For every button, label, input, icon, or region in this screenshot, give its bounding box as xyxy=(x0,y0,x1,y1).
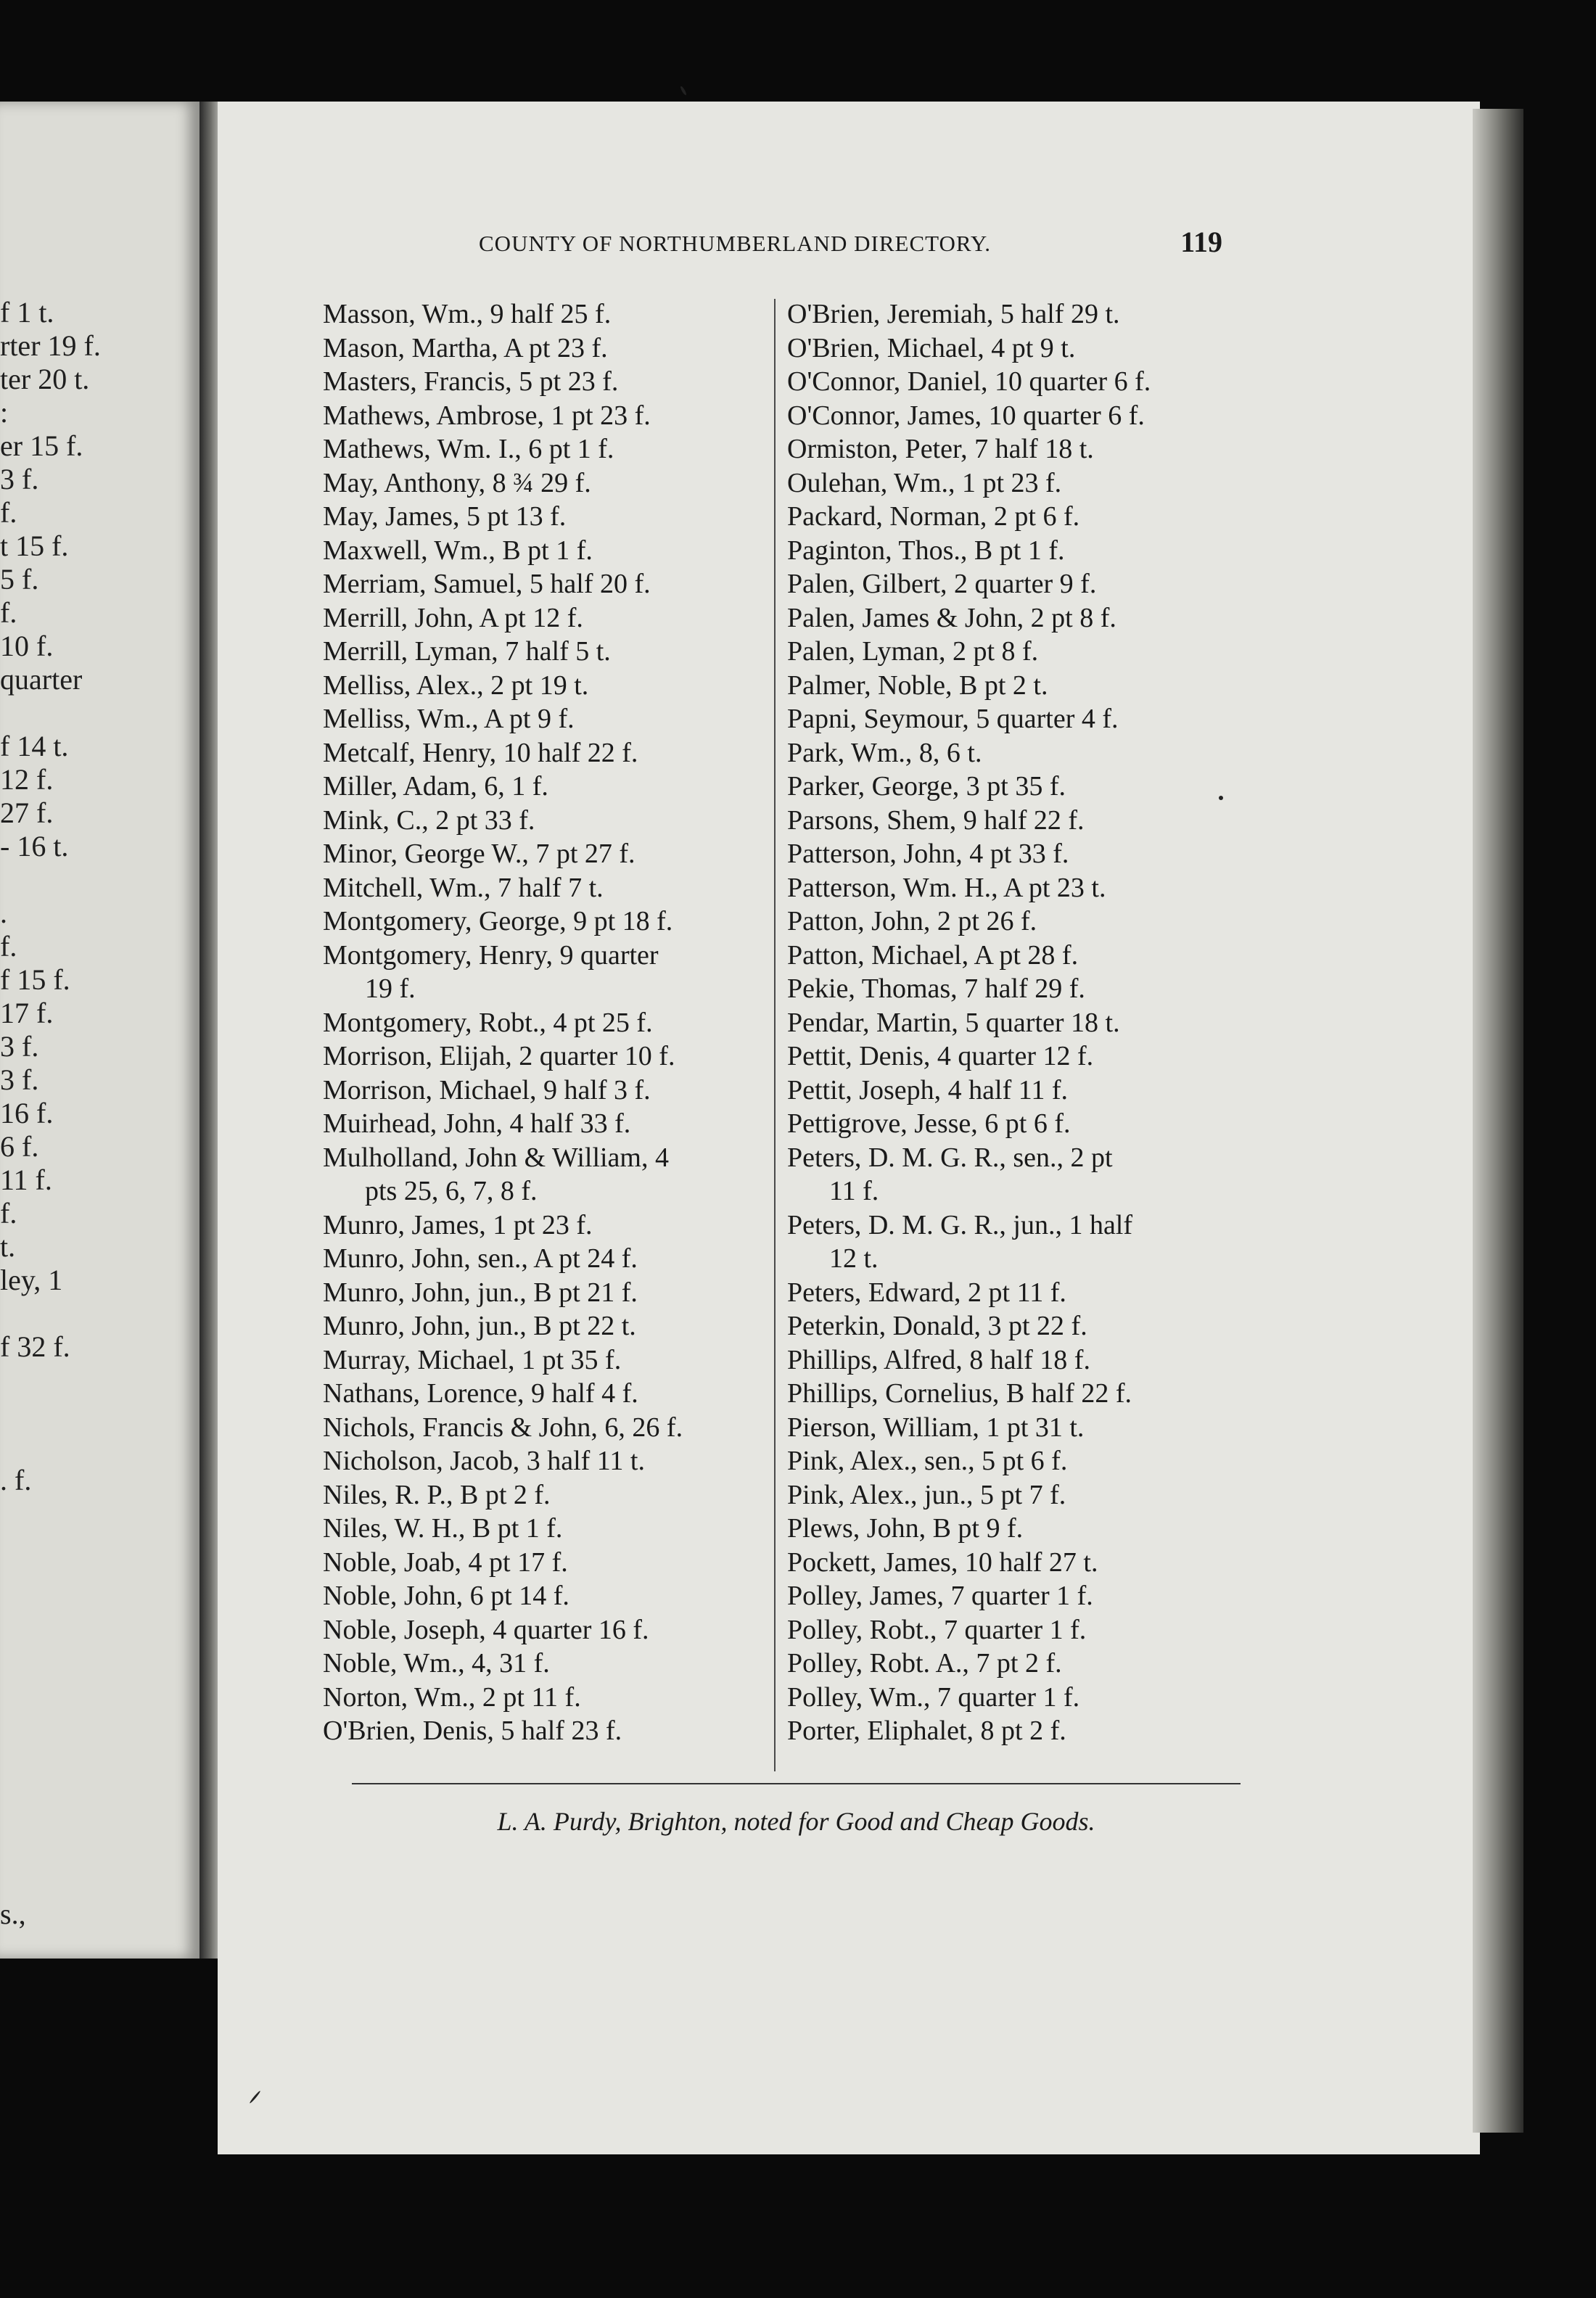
directory-entry xyxy=(787,567,1237,601)
entry-text: Niles, W. H., B pt 1 f. xyxy=(323,1513,563,1544)
footer-rule xyxy=(352,1783,1241,1784)
directory-entry xyxy=(323,1039,773,1074)
directory-entry xyxy=(323,1006,773,1040)
directory-entry xyxy=(323,939,773,1006)
entry-text: Pierson, William, 1 pt 31 t. xyxy=(787,1412,1085,1443)
entry-text: Melliss, Wm., A pt 9 f. xyxy=(323,704,575,734)
directory-entry xyxy=(323,1681,773,1715)
entry-text: Papni, Seymour, 5 quarter 4 f. xyxy=(787,704,1119,734)
entry-continuation: 12 t. xyxy=(829,1243,879,1274)
directory-entry xyxy=(787,1006,1237,1040)
directory-entry xyxy=(787,1714,1237,1748)
page-header xyxy=(218,226,1222,267)
directory-entry xyxy=(323,1276,773,1310)
left-page-text: er 15 f. xyxy=(0,429,83,462)
left-page-text: t 15 f. xyxy=(0,530,69,562)
entry-text: Pockett, James, 10 half 27 t. xyxy=(787,1547,1098,1578)
entry-text: Pendar, Martin, 5 quarter 18 t. xyxy=(787,1007,1120,1038)
entry-text: Patterson, Wm. H., A pt 23 t. xyxy=(787,872,1106,903)
directory-entry xyxy=(323,871,773,905)
entry-text: Noble, Wm., 4, 31 f. xyxy=(323,1648,550,1679)
entry-text: Pettit, Joseph, 4 half 11 f. xyxy=(787,1074,1068,1105)
directory-entry xyxy=(787,1681,1237,1715)
entry-text: Pettigrove, Jesse, 6 pt 6 f. xyxy=(787,1108,1071,1139)
directory-entry xyxy=(323,1478,773,1512)
directory-entry xyxy=(323,1107,773,1141)
directory-entry xyxy=(323,1074,773,1108)
directory-entry xyxy=(323,1546,773,1580)
entry-text: Palen, James & John, 2 pt 8 f. xyxy=(787,602,1116,633)
directory-entry xyxy=(787,871,1237,905)
directory-entry xyxy=(787,500,1237,534)
entry-text: Patton, John, 2 pt 26 f. xyxy=(787,906,1037,936)
entry-text: Plews, John, B pt 9 f. xyxy=(787,1513,1024,1544)
left-page-text: f 1 t. xyxy=(0,296,54,329)
entry-text: O'Connor, Daniel, 10 quarter 6 f. xyxy=(787,366,1151,397)
entry-text: Miller, Adam, 6, 1 f. xyxy=(323,771,548,802)
left-page-text: 3 f. xyxy=(0,1063,39,1096)
directory-entry xyxy=(787,939,1237,973)
directory-entry xyxy=(323,1512,773,1546)
stray-mark xyxy=(1219,796,1223,800)
directory-entry xyxy=(323,1343,773,1377)
entry-text: Peters, Edward, 2 pt 11 f. xyxy=(787,1277,1066,1308)
entry-text: Nathans, Lorence, 9 half 4 f. xyxy=(323,1378,638,1409)
left-page-text: - 16 t. xyxy=(0,830,69,862)
entry-text: Patton, Michael, A pt 28 f. xyxy=(787,939,1079,971)
directory-entry xyxy=(323,331,773,366)
left-page-text: f 15 f. xyxy=(0,963,70,996)
directory-entry xyxy=(787,1208,1237,1276)
directory-entry xyxy=(323,466,773,501)
directory-entry xyxy=(323,1208,773,1243)
directory-entry xyxy=(323,500,773,534)
directory-entry xyxy=(323,1444,773,1478)
directory-column-left xyxy=(323,297,773,1748)
directory-entry xyxy=(787,331,1237,366)
directory-entry xyxy=(787,1613,1237,1647)
directory-entry xyxy=(787,466,1237,501)
entry-text: Masters, Francis, 5 pt 23 f. xyxy=(323,366,619,397)
footer-advert: L. A. Purdy, Brighton, noted for Good and Cheap Goods. xyxy=(497,1807,1095,1836)
directory-entry xyxy=(323,1377,773,1411)
left-page-text: 6 f. xyxy=(0,1130,39,1163)
entry-text: Minor, George W., 7 pt 27 f. xyxy=(323,839,635,869)
entry-continuation: pts 25, 6, 7, 8 f. xyxy=(365,1176,538,1206)
entry-text: Parker, George, 3 pt 35 f. xyxy=(787,771,1066,802)
left-page-text: : xyxy=(0,396,9,429)
page-number: 119 xyxy=(1180,226,1222,258)
left-page-text: 17 f. xyxy=(0,997,54,1029)
left-page-fragment xyxy=(0,102,200,1959)
entry-text: Packard, Norman, 2 pt 6 f. xyxy=(787,501,1080,532)
entry-text: Mitchell, Wm., 7 half 7 t. xyxy=(323,872,604,903)
directory-entry xyxy=(323,1242,773,1276)
entry-text: May, Anthony, 8 ¾ 29 f. xyxy=(323,467,591,498)
left-page-text: f. xyxy=(0,930,17,963)
directory-entry xyxy=(787,399,1237,433)
entry-text: Merrill, Lyman, 7 half 5 t. xyxy=(323,636,611,667)
entry-text: Nicholson, Jacob, 3 half 11 t. xyxy=(323,1446,645,1476)
entry-text: Montgomery, Henry, 9 quarter xyxy=(323,939,659,971)
entry-text: Munro, John, sen., A pt 24 f. xyxy=(323,1243,638,1274)
left-page-text: 16 f. xyxy=(0,1097,54,1129)
entry-text: Pettit, Denis, 4 quarter 12 f. xyxy=(787,1041,1094,1071)
entry-continuation: 19 f. xyxy=(365,973,416,1004)
stray-mark xyxy=(680,86,687,96)
column-divider xyxy=(774,299,776,1771)
directory-entry xyxy=(323,1647,773,1681)
entry-text: Parsons, Shem, 9 half 22 f. xyxy=(787,804,1085,836)
directory-entry xyxy=(787,1309,1237,1343)
entry-text: Polley, Robt., 7 quarter 1 f. xyxy=(787,1614,1087,1645)
left-page-text: f 14 t. xyxy=(0,730,69,762)
directory-entry xyxy=(787,1343,1237,1377)
entry-text: Montgomery, George, 9 pt 18 f. xyxy=(323,906,673,936)
entry-text: Nichols, Francis & John, 6, 26 f. xyxy=(323,1412,683,1443)
entry-text: Palen, Lyman, 2 pt 8 f. xyxy=(787,636,1039,667)
entry-text: O'Connor, James, 10 quarter 6 f. xyxy=(787,400,1145,431)
directory-entry xyxy=(323,432,773,466)
directory-entry xyxy=(787,1039,1237,1074)
entry-text: Peterkin, Donald, 3 pt 22 f. xyxy=(787,1311,1087,1341)
left-page-text: t. xyxy=(0,1230,16,1263)
directory-entry xyxy=(323,635,773,669)
directory-entry xyxy=(787,905,1237,939)
directory-entry xyxy=(787,837,1237,871)
directory-entry xyxy=(323,1141,773,1208)
directory-entry xyxy=(323,804,773,838)
directory-entry xyxy=(787,702,1237,736)
directory-entry xyxy=(323,770,773,804)
directory-entry xyxy=(323,365,773,399)
entry-text: Palmer, Noble, B pt 2 t. xyxy=(787,670,1048,701)
left-page-text: . f. xyxy=(0,1464,32,1496)
entry-text: Paginton, Thos., B pt 1 f. xyxy=(787,535,1065,566)
directory-entry xyxy=(323,837,773,871)
entry-text: Ormiston, Peter, 7 half 18 t. xyxy=(787,434,1094,464)
left-page-text: f. xyxy=(0,596,17,629)
directory-entry xyxy=(787,1074,1237,1108)
directory-entry xyxy=(787,669,1237,703)
entry-text: Mason, Martha, A pt 23 f. xyxy=(323,332,608,363)
directory-entry xyxy=(323,399,773,433)
left-page-text: 5 f. xyxy=(0,563,39,596)
entry-text: Munro, John, jun., B pt 22 t. xyxy=(323,1311,636,1341)
entry-text: Montgomery, Robt., 4 pt 25 f. xyxy=(323,1007,653,1038)
left-page-text: f. xyxy=(0,496,17,529)
entry-text: Merriam, Samuel, 5 half 20 f. xyxy=(323,569,651,599)
directory-entry xyxy=(787,1647,1237,1681)
directory-entry xyxy=(787,1478,1237,1512)
left-page-text: ley, 1 xyxy=(0,1264,63,1296)
left-page-text: s., xyxy=(0,1898,26,1930)
entry-text: Peters, D. M. G. R., sen., 2 pt xyxy=(787,1142,1113,1173)
left-page-text: 3 f. xyxy=(0,463,39,495)
entry-text: Mathews, Ambrose, 1 pt 23 f. xyxy=(323,400,651,431)
entry-text: Polley, James, 7 quarter 1 f. xyxy=(787,1581,1093,1611)
entry-text: Patterson, John, 4 pt 33 f. xyxy=(787,839,1069,869)
left-page-text: . xyxy=(0,897,7,929)
directory-entry xyxy=(323,1613,773,1647)
left-page-text: rter 19 f. xyxy=(0,329,101,362)
entry-text: Noble, Joab, 4 pt 17 f. xyxy=(323,1547,568,1578)
entry-text: Munro, John, jun., B pt 21 f. xyxy=(323,1277,638,1308)
entry-text: Oulehan, Wm., 1 pt 23 f. xyxy=(787,467,1062,498)
entry-text: Noble, Joseph, 4 quarter 16 f. xyxy=(323,1614,649,1645)
entry-text: Palen, Gilbert, 2 quarter 9 f. xyxy=(787,569,1097,599)
left-page-text: 3 f. xyxy=(0,1030,39,1063)
entry-text: Munro, James, 1 pt 23 f. xyxy=(323,1209,593,1240)
entry-text: O'Brien, Jeremiah, 5 half 29 t. xyxy=(787,299,1120,329)
directory-entry xyxy=(787,736,1237,770)
directory-entry xyxy=(787,1276,1237,1310)
left-page-text: 27 f. xyxy=(0,796,54,829)
running-head: COUNTY OF NORTHUMBERLAND DIRECTORY. xyxy=(479,231,992,256)
directory-entry xyxy=(787,770,1237,804)
directory-entry xyxy=(323,567,773,601)
page-edges xyxy=(1473,109,1523,2133)
entry-text: Melliss, Alex., 2 pt 19 t. xyxy=(323,670,589,701)
directory-entry xyxy=(787,601,1237,635)
entry-text: Pekie, Thomas, 7 half 29 f. xyxy=(787,973,1085,1004)
entry-text: Park, Wm., 8, 6 t. xyxy=(787,737,982,768)
entry-text: Metcalf, Henry, 10 half 22 f. xyxy=(323,737,638,768)
entry-text: Niles, R. P., B pt 2 f. xyxy=(323,1479,551,1510)
entry-text: Polley, Wm., 7 quarter 1 f. xyxy=(787,1681,1080,1713)
directory-entry xyxy=(787,1141,1237,1208)
directory-entry xyxy=(323,669,773,703)
directory-entry xyxy=(787,534,1237,568)
entry-text: Pink, Alex., jun., 5 pt 7 f. xyxy=(787,1479,1066,1510)
entry-text: Maxwell, Wm., B pt 1 f. xyxy=(323,535,593,566)
entry-text: Phillips, Alfred, 8 half 18 f. xyxy=(787,1344,1090,1375)
directory-entry xyxy=(787,972,1237,1006)
entry-text: O'Brien, Michael, 4 pt 9 t. xyxy=(787,332,1076,363)
entry-text: Mathews, Wm. I., 6 pt 1 f. xyxy=(323,434,614,464)
entry-text: Murray, Michael, 1 pt 35 f. xyxy=(323,1344,622,1375)
directory-entry xyxy=(787,1512,1237,1546)
directory-entry xyxy=(787,1579,1237,1613)
directory-entry xyxy=(787,365,1237,399)
entry-continuation: 11 f. xyxy=(829,1176,879,1206)
left-page-text: f. xyxy=(0,1197,17,1230)
entry-text: May, James, 5 pt 13 f. xyxy=(323,501,567,532)
entry-text: Morrison, Michael, 9 half 3 f. xyxy=(323,1074,651,1105)
directory-entry xyxy=(323,534,773,568)
left-page-text: 10 f. xyxy=(0,630,54,662)
entry-text: Noble, John, 6 pt 14 f. xyxy=(323,1581,569,1611)
entry-text: Norton, Wm., 2 pt 11 f. xyxy=(323,1681,581,1713)
directory-entry xyxy=(323,905,773,939)
entry-text: Polley, Robt. A., 7 pt 2 f. xyxy=(787,1648,1062,1679)
directory-entry xyxy=(787,1411,1237,1445)
entry-text: Peters, D. M. G. R., jun., 1 half xyxy=(787,1209,1133,1240)
directory-entry xyxy=(787,1444,1237,1478)
directory-entry xyxy=(787,1107,1237,1141)
entry-text: Morrison, Elijah, 2 quarter 10 f. xyxy=(323,1041,675,1071)
left-page-text: 12 f. xyxy=(0,763,54,796)
left-page-text: quarter xyxy=(0,663,83,696)
entry-text: Masson, Wm., 9 half 25 f. xyxy=(323,299,612,329)
left-page-text: 11 f. xyxy=(0,1164,52,1196)
left-page-text: ter 20 t. xyxy=(0,363,90,395)
directory-entry xyxy=(323,1579,773,1613)
entry-text: O'Brien, Denis, 5 half 23 f. xyxy=(323,1716,622,1746)
directory-entry xyxy=(323,601,773,635)
directory-entry xyxy=(323,736,773,770)
entry-text: Phillips, Cornelius, B half 22 f. xyxy=(787,1378,1132,1409)
directory-entry xyxy=(323,1714,773,1748)
entry-text: Merrill, John, A pt 12 f. xyxy=(323,602,583,633)
entry-text: Pink, Alex., sen., 5 pt 6 f. xyxy=(787,1446,1068,1476)
entry-text: Muirhead, John, 4 half 33 f. xyxy=(323,1108,631,1139)
directory-entry xyxy=(323,702,773,736)
directory-entry xyxy=(323,297,773,331)
directory-entry xyxy=(787,1546,1237,1580)
entry-text: Mulholland, John & William, 4 xyxy=(323,1142,669,1173)
entry-text: Mink, C., 2 pt 33 f. xyxy=(323,804,535,836)
directory-entry xyxy=(323,1309,773,1343)
directory-column-right xyxy=(787,297,1237,1748)
directory-entry xyxy=(787,297,1237,331)
directory-entry xyxy=(787,635,1237,669)
directory-entry xyxy=(323,1411,773,1445)
directory-entry xyxy=(787,804,1237,838)
directory-entry xyxy=(787,1377,1237,1411)
directory-entry xyxy=(787,432,1237,466)
entry-text: Porter, Eliphalet, 8 pt 2 f. xyxy=(787,1716,1066,1746)
left-page-text: f 32 f. xyxy=(0,1330,70,1363)
